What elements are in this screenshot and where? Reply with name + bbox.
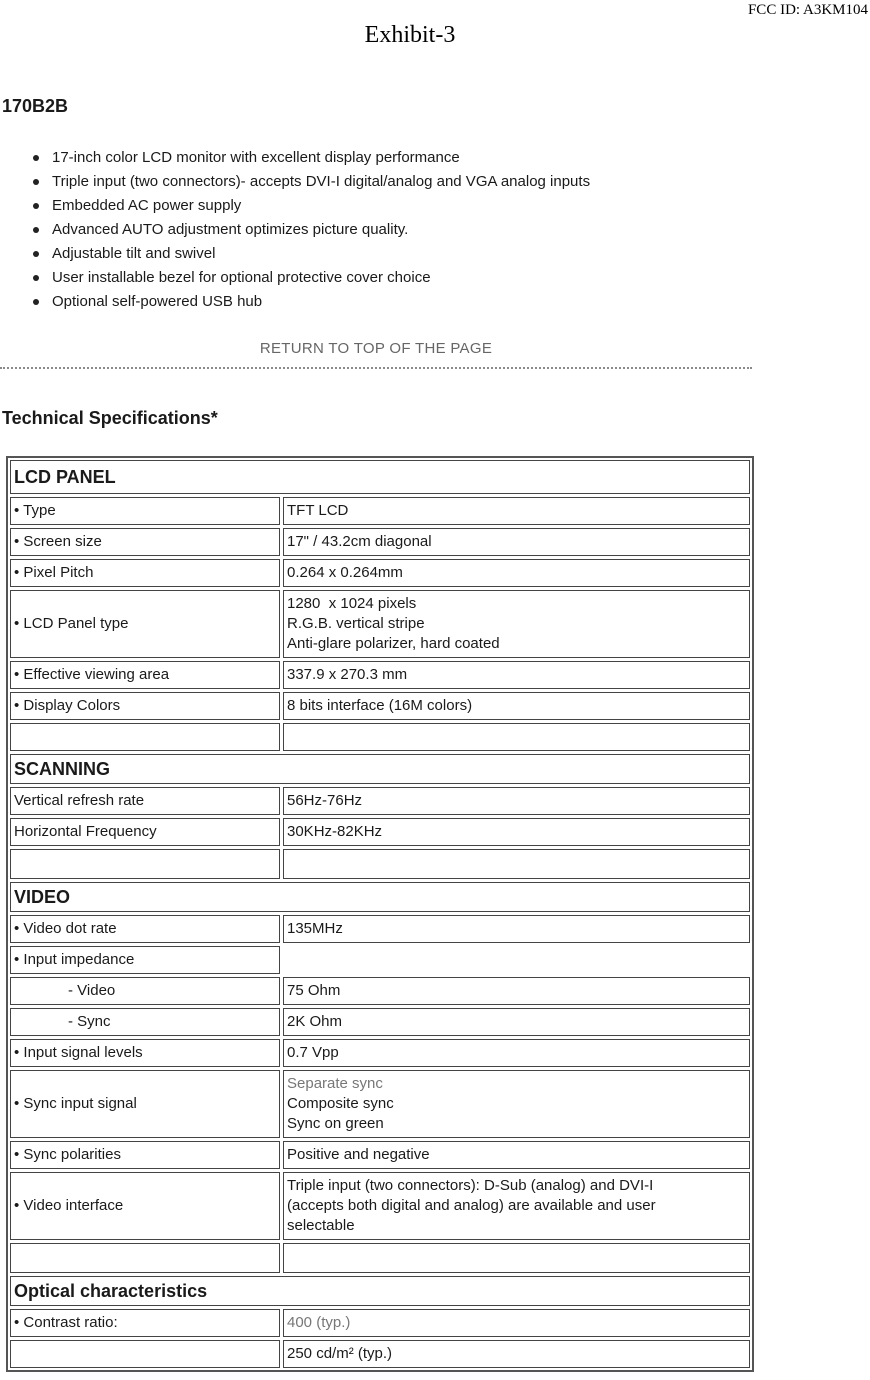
- table-row: [10, 915, 750, 943]
- table-row: [10, 1340, 750, 1368]
- table-row: [10, 1008, 750, 1036]
- empty-cell: [10, 849, 280, 879]
- empty-cell: [283, 849, 750, 879]
- section-header-row: [10, 1276, 750, 1306]
- feature-list: [30, 146, 590, 314]
- spec-value: Positive and negative: [283, 1141, 750, 1169]
- spec-label: • Display Colors: [10, 692, 280, 720]
- spec-label: [10, 1340, 280, 1368]
- section-title-optical: Optical characteristics: [10, 1276, 750, 1306]
- spec-label: • Sync input signal: [10, 1070, 280, 1138]
- spec-label: Horizontal Frequency: [10, 818, 280, 846]
- spec-label: • Effective viewing area: [10, 661, 280, 689]
- table-row: [10, 661, 750, 689]
- spec-label: • LCD Panel type: [10, 590, 280, 658]
- table-row: [10, 1039, 750, 1067]
- section-header-row: [10, 754, 750, 784]
- spec-value: 75 Ohm: [283, 977, 750, 1005]
- spec-value: [283, 590, 750, 658]
- model-heading: 170B2B: [2, 96, 69, 116]
- empty-cell: [283, 946, 750, 974]
- spec-table: [6, 456, 754, 1372]
- table-row: [10, 946, 750, 974]
- feature-item: Embedded AC power supply: [30, 194, 590, 218]
- spec-value: 337.9 x 270.3 mm: [283, 661, 750, 689]
- spec-value: 8 bits interface (16M colors): [283, 692, 750, 720]
- table-row: [10, 692, 750, 720]
- table-row: [10, 787, 750, 815]
- spec-value: [283, 1172, 750, 1240]
- specs-title: Technical Specifications*: [2, 408, 218, 428]
- spec-value-line: (accepts both digital and analog) are available and user: [287, 1197, 656, 1214]
- spec-value-line: Anti-glare polarizer, hard coated: [287, 635, 500, 652]
- spec-value-line: Sync on green: [287, 1115, 384, 1132]
- spec-label: - Video: [10, 977, 280, 1005]
- spec-label: • Type: [10, 497, 280, 525]
- spec-value: 135MHz: [283, 915, 750, 943]
- section-header-row: [10, 460, 750, 494]
- spec-value-line: Composite sync: [287, 1095, 394, 1112]
- empty-cell: [10, 1243, 280, 1273]
- feature-item: Adjustable tilt and swivel: [30, 242, 590, 266]
- spec-value: 0.264 x 0.264mm: [283, 559, 750, 587]
- spec-value: 400 (typ.): [283, 1309, 750, 1337]
- feature-item: 17-inch color LCD monitor with excellent display performance: [30, 146, 590, 170]
- spec-label: • Sync polarities: [10, 1141, 280, 1169]
- spec-value: 56Hz-76Hz: [283, 787, 750, 815]
- empty-row: [10, 1243, 750, 1273]
- table-row: [10, 590, 750, 658]
- table-row: [10, 559, 750, 587]
- spec-value: [283, 1070, 750, 1138]
- section-title-video: VIDEO: [10, 882, 750, 912]
- spec-value-line: Triple input (two connectors): D-Sub (analog) and DVI-I: [287, 1177, 654, 1194]
- return-to-top-link[interactable]: RETURN TO TOP OF THE PAGE: [259, 340, 493, 357]
- table-row: [10, 528, 750, 556]
- spec-value: 2K Ohm: [283, 1008, 750, 1036]
- spec-label: Vertical refresh rate: [10, 787, 280, 815]
- spec-label: • Input signal levels: [10, 1039, 280, 1067]
- spec-label: • Contrast ratio:: [10, 1309, 280, 1337]
- table-row: [10, 1172, 750, 1240]
- spec-value-line: Separate sync: [287, 1075, 383, 1092]
- spec-label: • Pixel Pitch: [10, 559, 280, 587]
- feature-item: User installable bezel for optional protective cover choice: [30, 266, 590, 290]
- feature-item: Advanced AUTO adjustment optimizes picture quality.: [30, 218, 590, 242]
- table-row: [10, 1141, 750, 1169]
- table-row: [10, 497, 750, 525]
- section-header-row: [10, 882, 750, 912]
- empty-row: [10, 849, 750, 879]
- feature-item: Triple input (two connectors)- accepts DVI-I digital/analog and VGA analog inputs: [30, 170, 590, 194]
- spec-label: • Video dot rate: [10, 915, 280, 943]
- empty-cell: [10, 723, 280, 751]
- section-title-lcd-panel: LCD PANEL: [10, 460, 750, 494]
- exhibit-title: Exhibit-3: [364, 22, 456, 48]
- empty-cell: [283, 723, 750, 751]
- empty-cell: [283, 1243, 750, 1273]
- spec-value: 250 cd/m² (typ.): [283, 1340, 750, 1368]
- empty-row: [10, 723, 750, 751]
- feature-item: Optional self-powered USB hub: [30, 290, 590, 314]
- spec-label: • Screen size: [10, 528, 280, 556]
- spec-value-line: selectable: [287, 1217, 355, 1234]
- spec-label: • Input impedance: [10, 946, 280, 974]
- divider: [0, 367, 752, 369]
- spec-value: 17" / 43.2cm diagonal: [283, 528, 750, 556]
- spec-value-line: R.G.B. vertical stripe: [287, 615, 425, 632]
- section-title-scanning: SCANNING: [10, 754, 750, 784]
- spec-value-line: 1280 x 1024 pixels: [287, 595, 417, 612]
- spec-value: TFT LCD: [283, 497, 750, 525]
- spec-label: - Sync: [10, 1008, 280, 1036]
- table-row: [10, 818, 750, 846]
- table-row: [10, 1309, 750, 1337]
- table-row: [10, 977, 750, 1005]
- table-row: [10, 1070, 750, 1138]
- spec-value: 30KHz-82KHz: [283, 818, 750, 846]
- fcc-id: FCC ID: A3KM104: [747, 2, 868, 18]
- spec-value: 0.7 Vpp: [283, 1039, 750, 1067]
- spec-label: • Video interface: [10, 1172, 280, 1240]
